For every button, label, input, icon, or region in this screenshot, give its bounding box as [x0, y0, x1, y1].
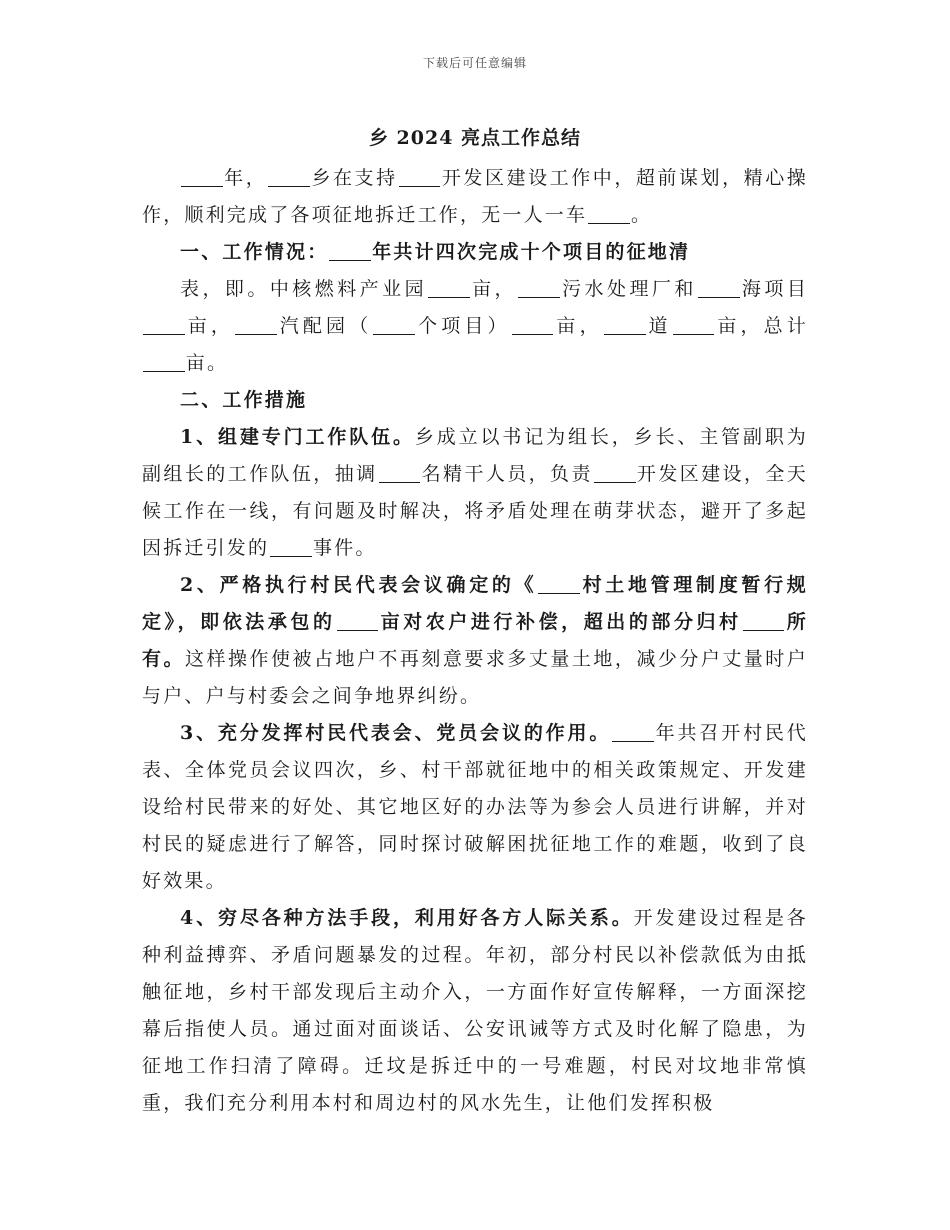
item2-lead: 2、严格执行村民代表会议确定的《 村土地管理制度暂行规定》，即依法承包的 亩对农户进行补偿，超出的部分归村 所有。 [142, 574, 808, 670]
blank-underline [538, 574, 580, 594]
blank-underline [143, 315, 185, 335]
blank-underline [399, 167, 441, 187]
item3-body: 年共召开村民代表、全体党员会议四次，乡、村干部就征地中的相关政策规定、开发建设给村民带来的好处、其它地区好的办法等为参会人员进行讲解，并对村民的疑虑进行了解答，同时探讨破解困扰征地工作的难题，收到了良好效果。 [142, 722, 808, 892]
blank-underline [518, 278, 560, 298]
blank-underline [337, 611, 379, 631]
section2-heading: 二、工作措施 [180, 389, 308, 411]
blank-underline [612, 722, 654, 742]
blank-underline [373, 315, 415, 335]
section1-heading: 一、工作情况： 年共计四次完成十个项目的征地清 [180, 241, 691, 263]
intro-paragraph: 年， 乡在支持 开发区建设工作中，超前谋划，精心操作，顺利完成了各项征地拆迁工作，无一人一车 。 [142, 167, 808, 226]
section1-body: 表，即。中核燃料产业园 亩， 污水处理厂和 海项目亩， 汽配园（ 个项目） 亩， 道 亩，总计亩。 [142, 271, 808, 382]
item3-lead: 3、充分发挥村民代表会、党员会议的作用。 [180, 722, 612, 744]
item1-paragraph [142, 419, 808, 567]
blank-underline [594, 463, 636, 483]
item1-body: 乡成立以书记为组长，乡长、主管副职为副组长的工作队伍，抽调 名精干人员，负责 开发区建设，全天候工作在一线，有问题及时解决，将矛盾处理在萌芽状态，避开了多起因拆迁引发的 事件。 [142, 426, 808, 559]
blank-underline [235, 315, 277, 335]
item2-paragraph [142, 567, 808, 715]
blank-underline [604, 315, 646, 335]
item4-lead: 4、穷尽各种方法手段，利用好各方人际关系。 [180, 907, 634, 929]
item4-body: 开发建设过程是各种利益搏弈、矛盾问题暴发的过程。年初，部分村民以补偿款低为由抵触征地，乡村干部发现后主动介入，一方面作好宣传解释，一方面深挖幕后指使人员。通过面对面谈话、公安讯诫等方式及时化解了隐患，为征地工作扫清了障碍。迁坟是拆迁中的一号难题，村民对坟地非常慎重，我们充分利用本村和周边村的风水先生，让他们发挥积极 [142, 907, 808, 1114]
item4-paragraph [142, 900, 808, 1122]
document-body [142, 120, 808, 1122]
blank-underline [428, 278, 470, 298]
item2-body: 这样操作使被占地户不再刻意要求多丈量土地，减少分户丈量时户与户、户与村委会之间争地界纠纷。 [142, 648, 808, 707]
page-header: 下载后可任意编辑 [422, 56, 527, 70]
blank-underline [673, 315, 715, 335]
blank-underline [743, 611, 785, 631]
blank-underline [588, 204, 630, 224]
item3-paragraph [142, 715, 808, 900]
blank-underline [329, 241, 371, 261]
blank-underline [698, 278, 740, 298]
document-title: 乡 2024 亮点工作总结 [368, 127, 582, 149]
blank-underline [181, 167, 223, 187]
blank-underline [268, 167, 310, 187]
blank-underline [512, 315, 554, 335]
blank-underline [379, 463, 421, 483]
blank-underline [143, 352, 185, 372]
item1-lead: 1、组建专门工作队伍。 [180, 426, 415, 448]
blank-underline [270, 537, 312, 557]
